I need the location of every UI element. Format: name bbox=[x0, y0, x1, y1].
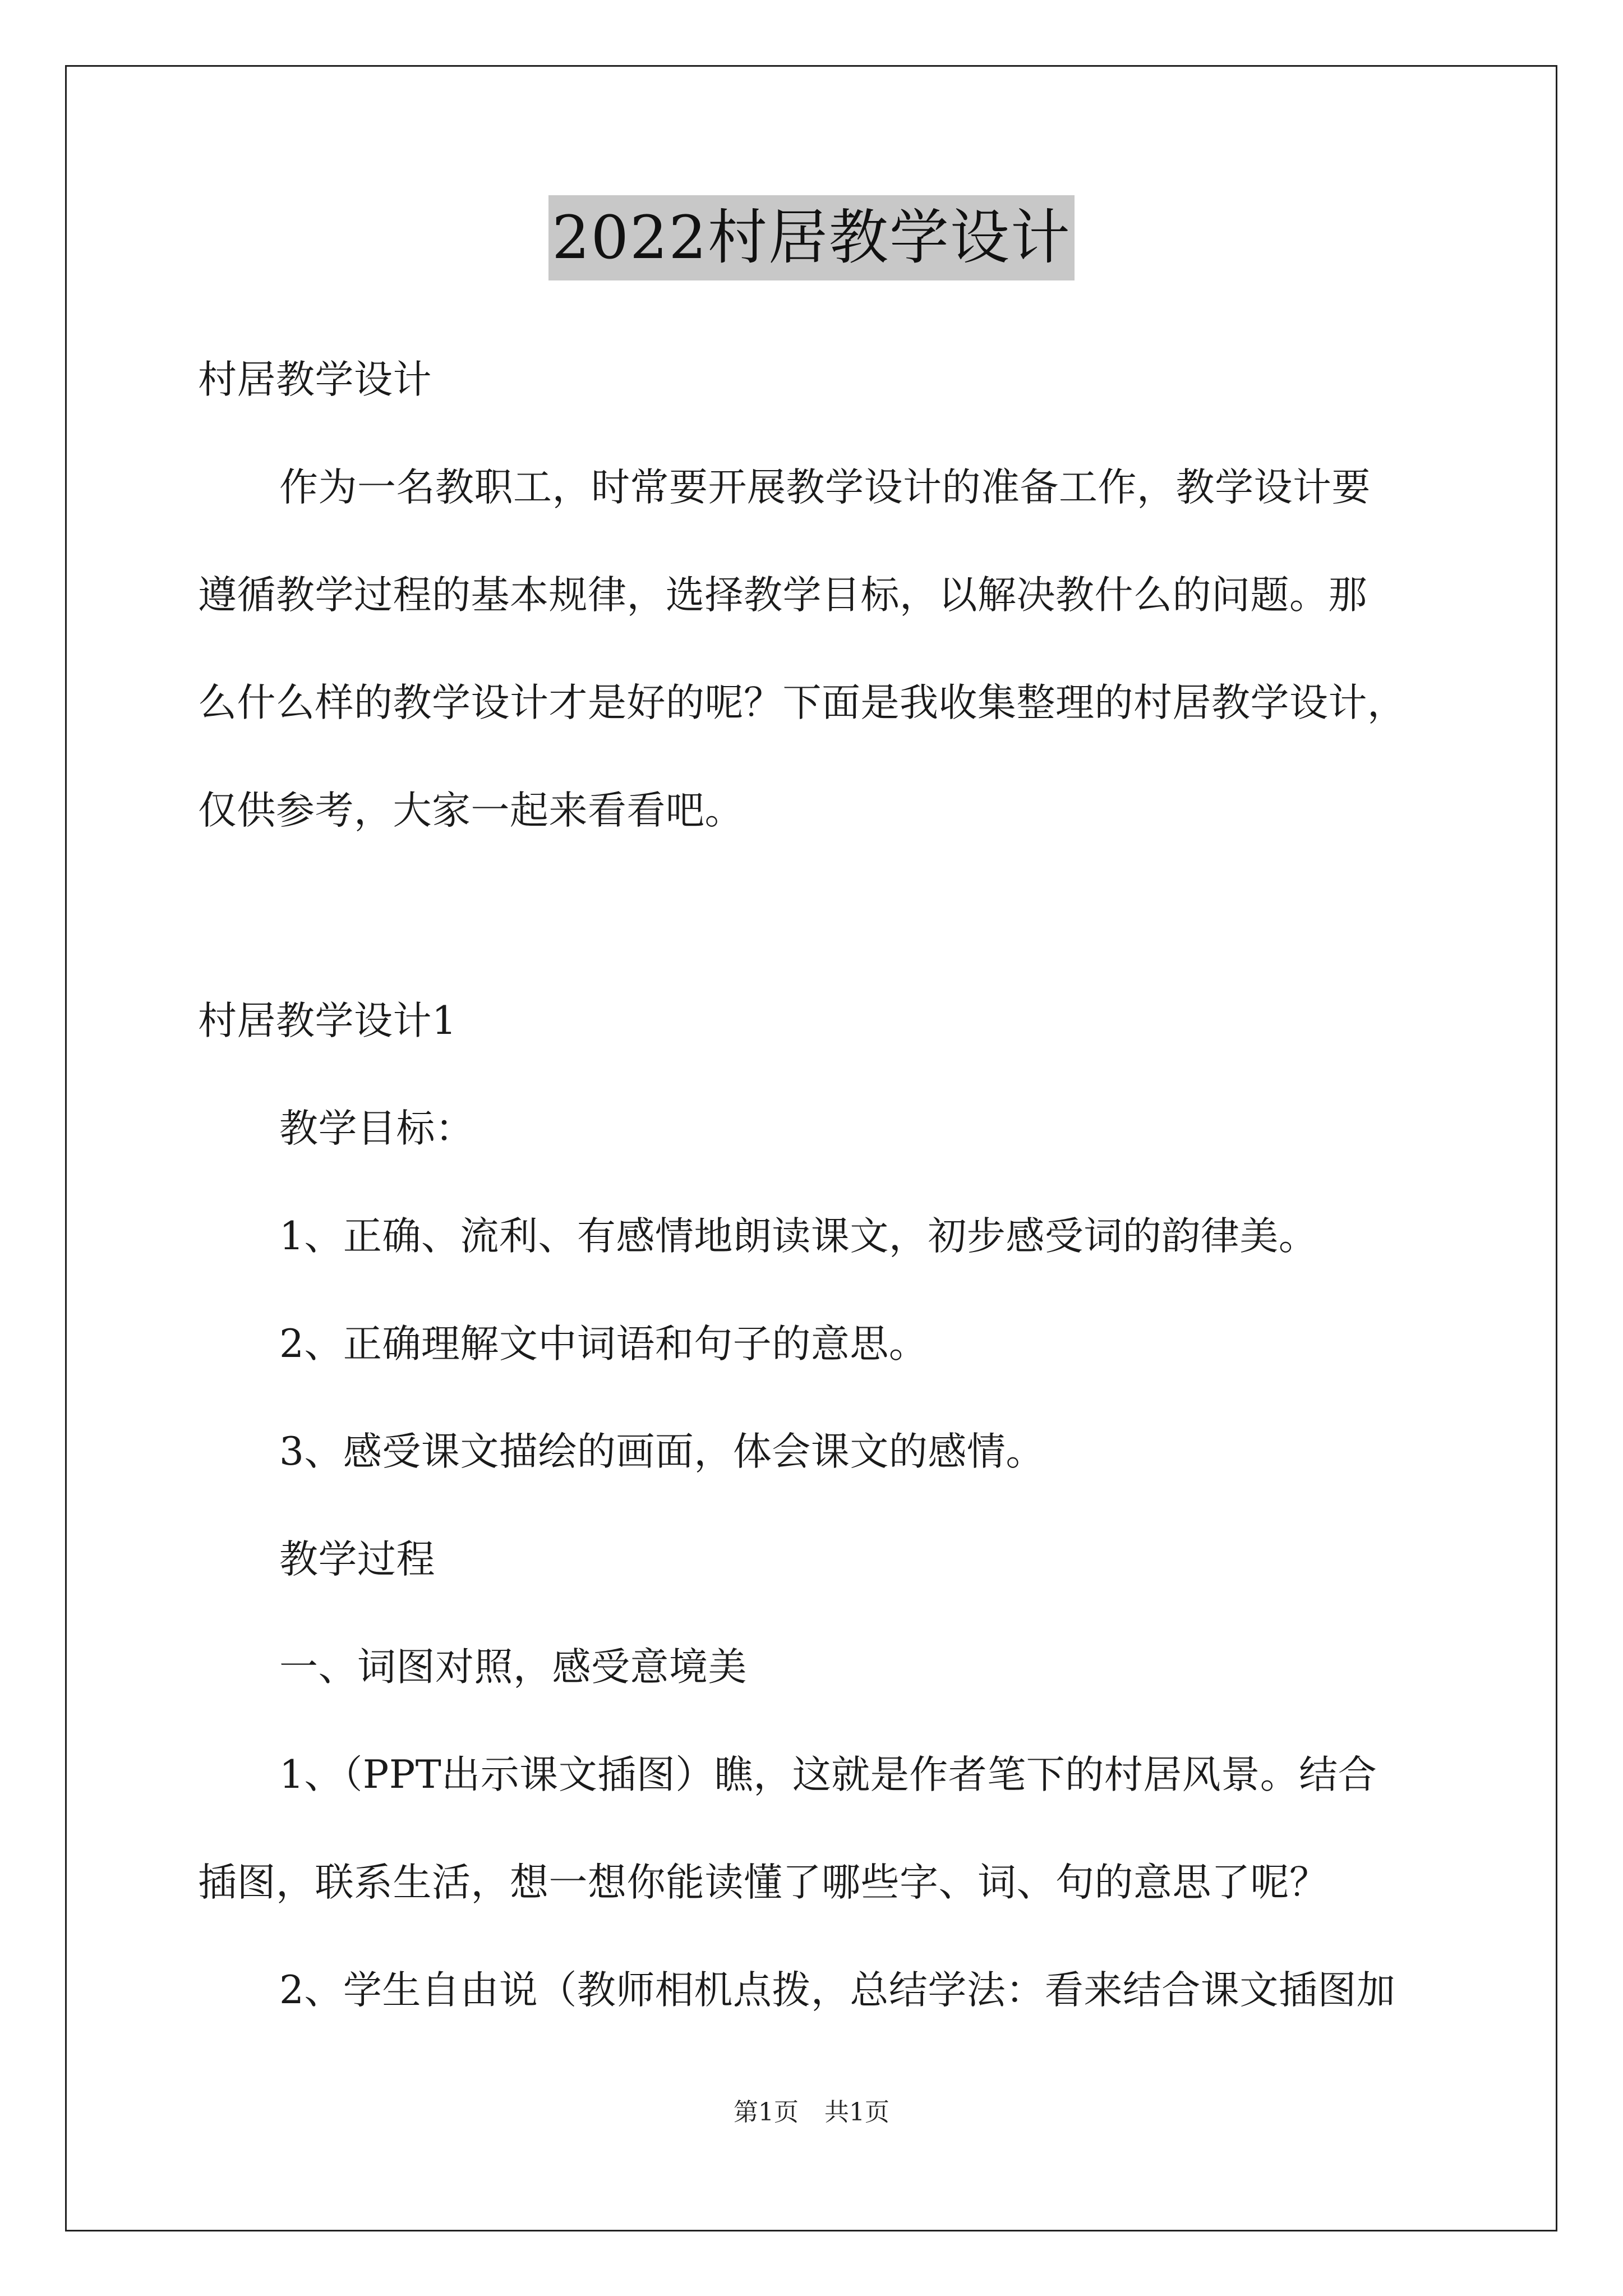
intro-line-1: 作为一名教职工，时常要开展教学设计的准备工作，教学设计要 bbox=[279, 465, 1371, 510]
title-container bbox=[0, 195, 1623, 280]
objective-item-2: 2、正确理解文中词语和句子的意思。 bbox=[279, 1322, 928, 1366]
process-item-2-line-1: 2、学生自由说（教师相机点拨，总结学法：看来结合课文插图加 bbox=[279, 1968, 1396, 2013]
subtitle-line: 村居教学设计 bbox=[198, 357, 432, 402]
intro-line-3: 么什么样的教学设计才是好的呢？下面是我收集整理的村居教学设计， bbox=[198, 680, 1407, 725]
process-step-heading: 一、词图对照，感受意境美 bbox=[279, 1645, 747, 1690]
process-item-1-line-2: 插图，联系生活，想一想你能读懂了哪些字、词、句的意思了呢？ bbox=[198, 1860, 1329, 1905]
page-number: 第1页 bbox=[734, 2098, 799, 2127]
intro-line-2: 遵循教学过程的基本规律，选择教学目标，以解决教什么的问题。那 bbox=[198, 573, 1367, 618]
objective-item-3: 3、感受课文描绘的画面，体会课文的感情。 bbox=[279, 1429, 1045, 1474]
intro-line-4: 仅供参考，大家一起来看看吧。 bbox=[198, 788, 744, 833]
page-total: 共1页 bbox=[824, 2098, 889, 2127]
process-item-1-line-1: 1、（PPT出示课文插图）瞧，这就是作者笔下的村居风景。结合 bbox=[279, 1752, 1377, 1797]
objectives-heading: 教学目标： bbox=[279, 1106, 474, 1151]
page-footer bbox=[0, 2096, 1623, 2129]
process-heading: 教学过程 bbox=[279, 1537, 435, 1582]
objective-item-1: 1、正确、流利、有感情地朗读课文，初步感受词的韵律美。 bbox=[279, 1214, 1318, 1259]
document-title: 2022村居教学设计 bbox=[548, 195, 1075, 280]
section-heading: 村居教学设计1 bbox=[198, 999, 457, 1043]
